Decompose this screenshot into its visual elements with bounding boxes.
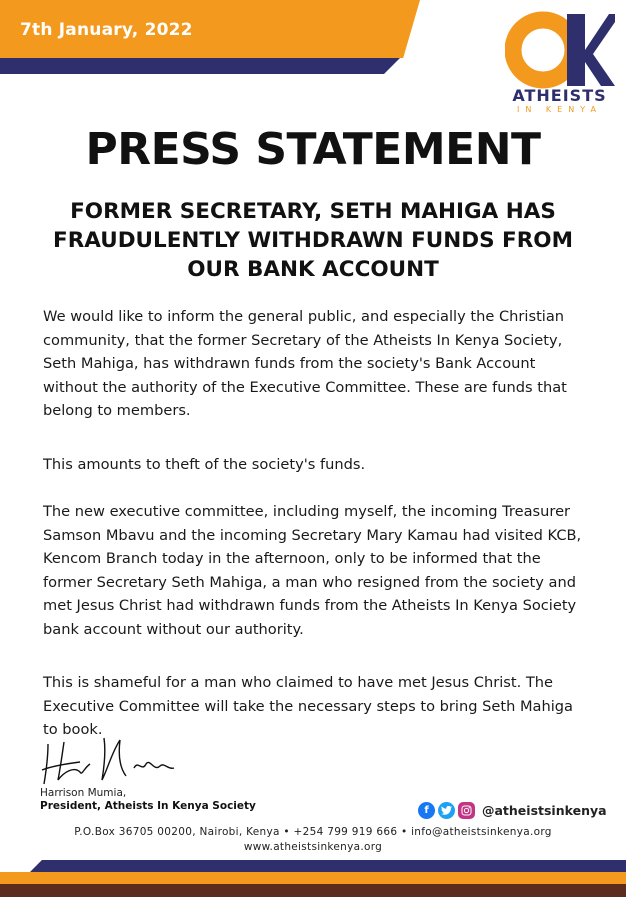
facebook-icon[interactable]: f <box>418 802 435 819</box>
paragraph-1: We would like to inform the general public, and especially the Christian community, that the former Secretary of the Atheists In Kenya Society, Seth Mahiga, has withdrawn funds from the society's Bank Account without the authority of the Executive Committee. These are funds that belong to members. <box>43 308 567 419</box>
footer-banner-orange <box>0 872 626 884</box>
instagram-icon[interactable] <box>458 802 475 819</box>
document-title: PRESS STATEMENT <box>85 124 541 175</box>
handwritten-signature <box>34 728 184 788</box>
document-headline: FORMER SECRETARY, SETH MAHIGA HAS FRAUDULENTLY WITHDRAWN FUNDS FROM OUR BANK ACCOUNT <box>53 199 573 282</box>
social-media-bar <box>418 802 607 819</box>
statement-date: 7th January, 2022 <box>20 20 193 40</box>
logo-subtitle: IN KENYA <box>517 105 602 114</box>
bottom-strip <box>0 884 626 897</box>
header-banner-navy <box>0 58 400 74</box>
signer-title: President, Atheists In Kenya Society <box>40 800 256 812</box>
social-handle[interactable]: @atheistsinkenya <box>482 803 607 818</box>
twitter-icon[interactable] <box>438 802 455 819</box>
signer-name: Harrison Mumia, <box>40 787 127 799</box>
paragraph-4: This is shameful for a man who claimed to have met Jesus Christ. The Executive Committee will take the necessary steps to bring Seth Mahiga to book. <box>43 674 573 738</box>
contact-details: P.O.Box 36705 00200, Nairobi, Kenya • +254 799 919 666 • info@atheistsinkenya.org <box>74 826 552 838</box>
paragraph-2: This amounts to theft of the society's funds. <box>43 456 366 473</box>
website-link[interactable]: www.atheistsinkenya.org <box>243 841 383 853</box>
logo-wordmark: ATHEISTS <box>512 86 607 105</box>
paragraph-3: The new executive committee, including myself, the incoming Treasurer Samson Mbavu and the incoming Secretary Mary Kamau had visited KCB, Kencom Branch today in the afternoon, only to be informed that the former Secretary Seth Mahiga, a man who resigned from the society and met Jesus Christ had withdrawn funds from the Atheists In Kenya Society bank account without our authority. <box>43 503 582 638</box>
footer-banner-navy <box>30 860 626 872</box>
